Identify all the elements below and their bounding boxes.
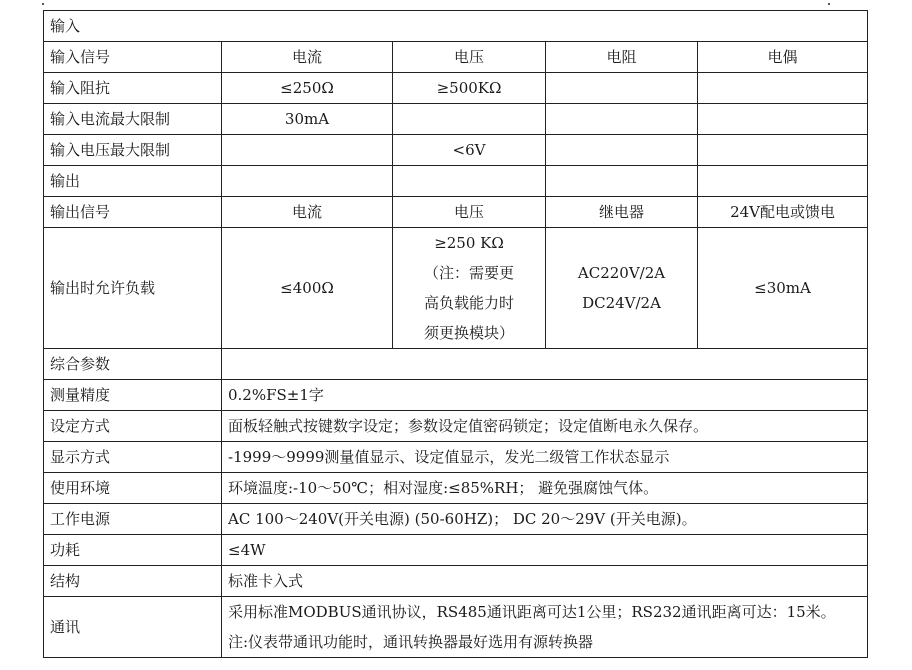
row-label: 显示方式 [44,442,222,473]
table-row [44,228,868,349]
table-cell: ≤30mA [698,228,868,349]
corner-mark-left [42,3,44,5]
row-label: 输入电压最大限制 [44,135,222,166]
table-cell-relay-load [546,228,698,349]
table-row [44,566,868,597]
table-row [44,197,868,228]
table-row [44,166,868,197]
table-cell: 电流 [222,42,393,73]
cell-line: （注：需要更 [423,264,514,282]
table-cell [698,104,868,135]
table-cell: <6V [393,135,546,166]
table-cell: 电压 [393,197,546,228]
table-cell: 30mA [222,104,393,135]
cell-line: 高负载能力时 [423,294,514,312]
table-cell: ≤400Ω [222,228,393,349]
section-title-input: 输入 [44,11,868,42]
table-cell [698,135,868,166]
row-label: 通讯 [44,597,222,658]
table-cell: 电偶 [698,42,868,73]
table-cell [546,135,698,166]
cell-line: ≥250 KΩ [434,234,504,252]
row-label: 设定方式 [44,411,222,442]
row-label: 输出信号 [44,197,222,228]
table-row [44,473,868,504]
row-value: ≤4W [222,535,868,566]
table-row [44,411,868,442]
table-row [44,597,868,658]
table-cell [393,104,546,135]
table-row [44,535,868,566]
table-row [44,42,868,73]
row-value: 面板轻触式按键数字设定；参数设定值密码锁定；设定值断电永久保存。 [222,411,868,442]
cell-line: DC24V/2A [582,294,661,312]
section-title-output: 输出 [44,166,222,197]
table-cell [546,104,698,135]
row-value: -1999～9999测量值显示、设定值显示，发光二级管工作状态显示 [222,442,868,473]
row-label: 使用环境 [44,473,222,504]
table-row [44,135,868,166]
cell-line: 注:仪表带通讯功能时，通讯转换器最好选用有源转换器 [228,633,594,651]
corner-mark-right [828,3,830,5]
table-cell: ≤250Ω [222,73,393,104]
spec-table [43,10,868,658]
row-value-comm [222,597,868,658]
section-title-general: 综合参数 [44,349,222,380]
row-label: 功耗 [44,535,222,566]
row-label: 测量精度 [44,380,222,411]
table-cell: ≥500KΩ [393,73,546,104]
row-value: 标准卡入式 [222,566,868,597]
table-cell: 电阻 [546,42,698,73]
table-row [44,504,868,535]
row-label: 输入电流最大限制 [44,104,222,135]
cell-line: 须更换模块） [423,324,514,342]
row-label: 输入信号 [44,42,222,73]
table-cell [393,166,546,197]
table-cell: 电流 [222,197,393,228]
table-row [44,73,868,104]
row-value: 环境温度:-10～50℃；相对湿度:≤85%RH； 避免强腐蚀气体。 [222,473,868,504]
table-cell-voltage-load [393,228,546,349]
row-label: 工作电源 [44,504,222,535]
row-label: 结构 [44,566,222,597]
table-cell [222,349,868,380]
cell-line: 采用标准MODBUS通讯协议，RS485通讯距离可达1公里；RS232通讯距离可达：15米。 [228,603,836,621]
table-cell [546,166,698,197]
table-row [44,104,868,135]
table-cell [698,73,868,104]
table-cell: 电压 [393,42,546,73]
table-row [44,442,868,473]
table-cell [546,73,698,104]
cell-line: AC220V/2A [577,264,666,282]
row-value: AC 100～240V(开关电源) (50-60HZ)； DC 20～29V (开关电源)。 [222,504,868,535]
row-label: 输入阻抗 [44,73,222,104]
table-cell [222,135,393,166]
table-row [44,349,868,380]
table-cell [222,166,393,197]
row-value: 0.2%FS±1字 [222,380,868,411]
table-row [44,11,868,42]
row-label: 输出时允许负载 [44,228,222,349]
table-cell: 24V配电或馈电 [698,197,868,228]
table-cell: 继电器 [546,197,698,228]
table-cell [698,166,868,197]
table-row [44,380,868,411]
